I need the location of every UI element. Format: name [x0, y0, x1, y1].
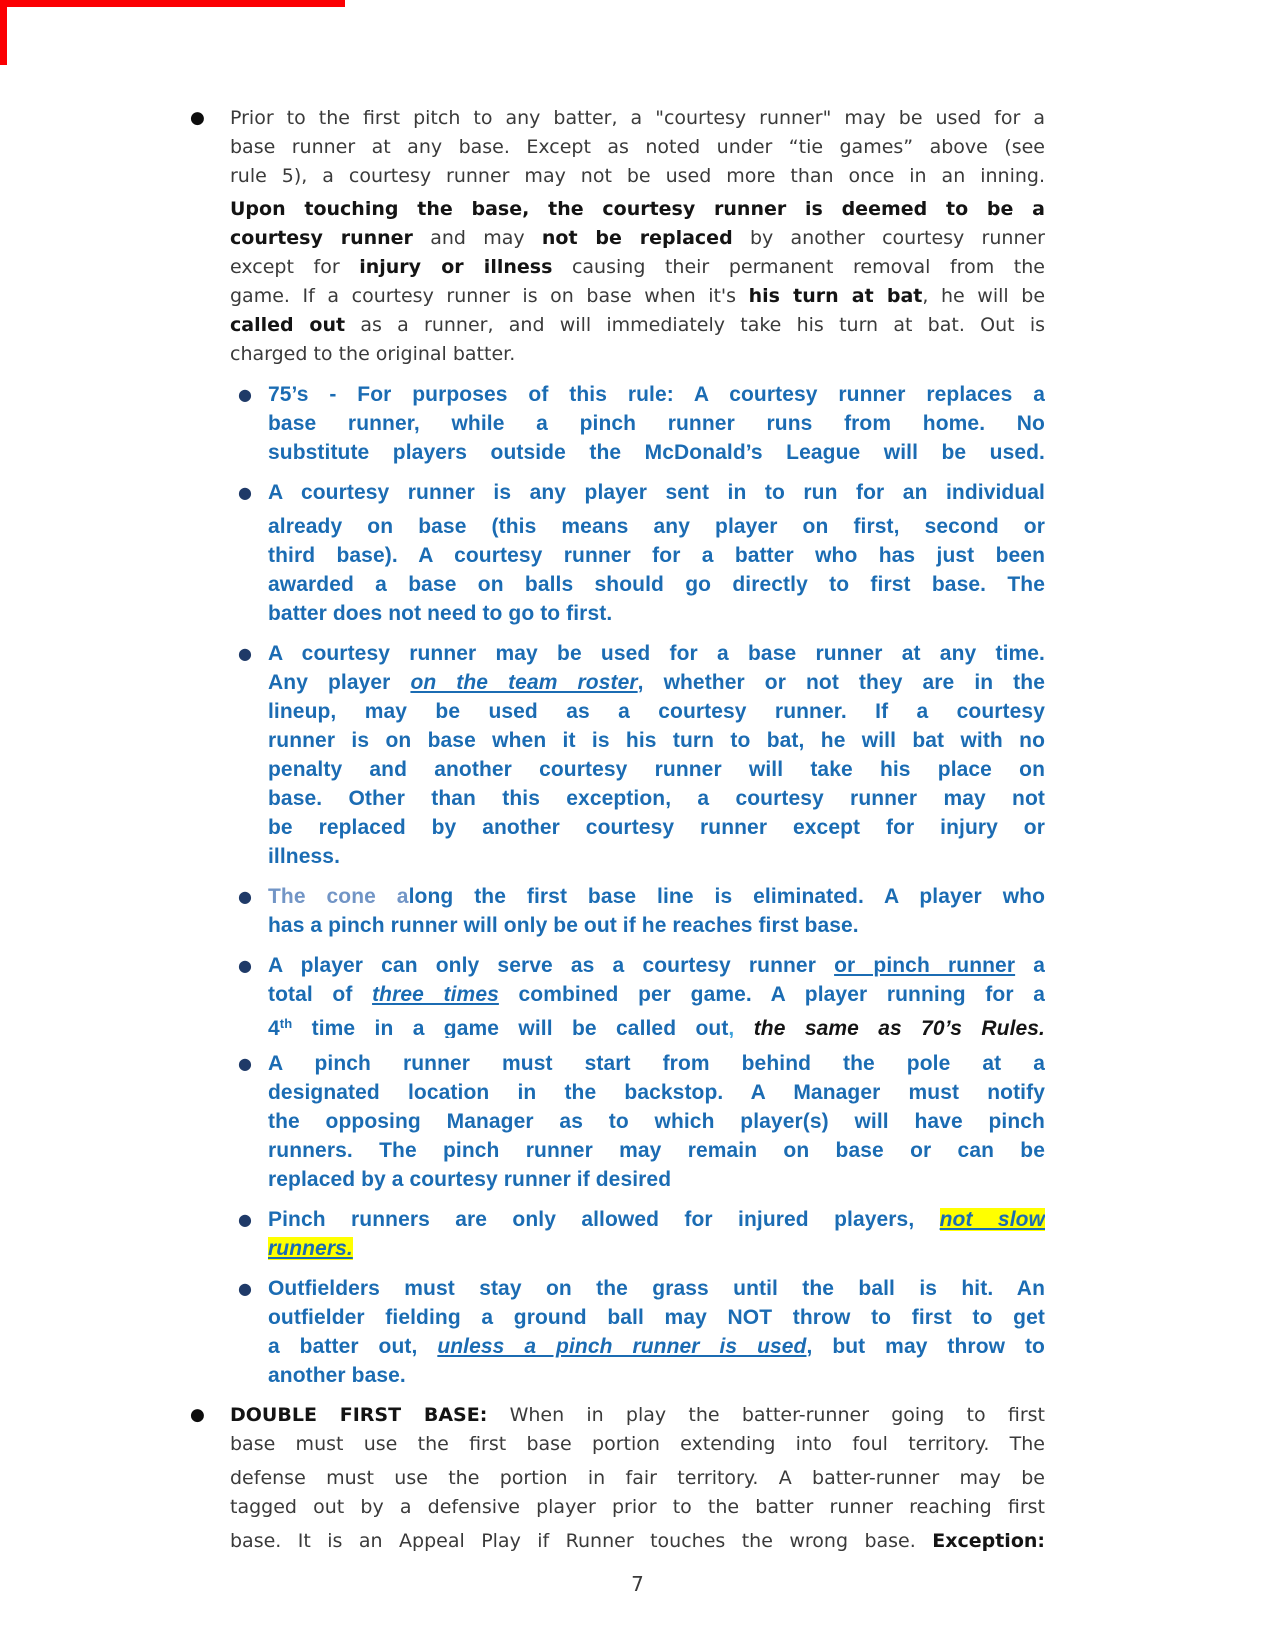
bullet-item: [238, 478, 1045, 628]
text-line: [230, 162, 1045, 191]
text-line: [268, 1303, 1045, 1332]
text-line: [230, 253, 1045, 282]
text-line: [268, 911, 1045, 940]
text-run: base runner, while a pinch runner runs from home. No: [268, 412, 1045, 435]
text-run: another base.: [268, 1364, 406, 1387]
text-line: [268, 1107, 1045, 1136]
text-line: [230, 104, 1045, 133]
bullet-dot-icon: ●: [238, 483, 252, 502]
bullet-item: [190, 104, 1045, 369]
text-run: When in play the batter-runner going to first: [487, 1404, 1045, 1426]
text-line: [268, 1205, 1045, 1234]
text-run: a batter out,: [268, 1335, 438, 1358]
text-run: , he will be: [922, 285, 1045, 307]
text-run: or pinch runner: [834, 954, 1016, 977]
text-run: by another courtesy runner: [732, 227, 1045, 249]
text-run: 75’s - For purposes of this rule: A courtesy runner replaces a: [268, 383, 1045, 406]
text-run: designated location in the backstop. A Manager must notify: [268, 1081, 1045, 1104]
text-run: Prior to the first pitch to any batter, a "courtesy runner" may be used for a: [230, 107, 1045, 129]
bullet-item: [238, 1205, 1045, 1263]
text-run: courtesy runner: [230, 227, 413, 249]
text-run: A player can only serve as a courtesy runner: [268, 954, 835, 977]
text-line: [230, 133, 1045, 162]
text-run: not be replaced: [541, 227, 733, 249]
bullet-item: [238, 1274, 1045, 1390]
bullet-item: [238, 882, 1045, 940]
text-run: runner is on base when it is his turn to bat, he will bat with no: [268, 729, 1045, 752]
text-run: base runner at any base. Except as noted under “tie games” above (see: [230, 136, 1045, 158]
bullet-dot-icon: ●: [238, 887, 252, 906]
text-run: causing their permanent removal from the: [552, 256, 1045, 278]
text-line: [230, 224, 1045, 253]
text-line: [268, 512, 1045, 541]
text-line: [230, 282, 1045, 311]
text-run: replaced by a courtesy runner if desired: [268, 1168, 672, 1191]
text-line: [268, 599, 1045, 628]
text-line: [268, 541, 1045, 570]
text-run: illness.: [268, 845, 341, 868]
text-run: on the team roster: [410, 671, 638, 694]
text-run: called out: [230, 314, 346, 336]
text-line: [268, 1274, 1045, 1303]
text-run: runners.: [268, 1237, 353, 1260]
text-run: third base). A courtesy runner for a batter who has just been: [268, 544, 1045, 567]
text-run: The cone a: [268, 885, 409, 908]
text-line: [268, 980, 1045, 1009]
text-line: [230, 1464, 1045, 1493]
text-line: [268, 1009, 1045, 1038]
text-run: substitute players outside the McDonald’s League will be used.: [268, 441, 1045, 464]
text-run: the same as 70’s Rules.: [734, 1017, 1045, 1038]
text-line: [268, 1049, 1045, 1078]
text-run: Pinch runners are only allowed for injured players,: [268, 1208, 940, 1231]
text-run: runners. The pinch runner may remain on base or can be: [268, 1139, 1045, 1162]
text-run: game. If a courtesy runner is on base when it's: [230, 285, 749, 307]
text-run: DOUBLE FIRST BASE:: [230, 1404, 488, 1426]
text-run: tagged out by a defensive player prior to the batter runner reaching first: [230, 1496, 1045, 1518]
text-run: his turn at bat: [748, 285, 923, 307]
text-line: [268, 726, 1045, 755]
text-line: [230, 1401, 1045, 1430]
text-line: [268, 1078, 1045, 1107]
text-run: has a pinch runner will only be out if he reaches first base.: [268, 914, 859, 937]
text-run: base. It is an Appeal Play if Runner touches the wrong base.: [230, 1530, 933, 1552]
bullet-item: [238, 380, 1045, 467]
text-run: awarded a base on balls should go directly to first base. The: [268, 573, 1045, 596]
text-run: ,: [728, 1017, 735, 1038]
text-line: [268, 1165, 1045, 1194]
text-run: combined per game. A player running for a: [498, 983, 1045, 1006]
document-body: [0, 104, 1275, 1596]
text-line: [230, 1527, 1045, 1556]
bullet-dot-icon: ●: [238, 644, 252, 663]
red-edge-mark-vertical: [0, 0, 7, 65]
bullet-dot-icon: ●: [190, 1405, 205, 1425]
text-line: [268, 842, 1045, 871]
text-run: not slow: [939, 1208, 1045, 1231]
text-run: injury or illness: [359, 256, 553, 278]
text-line: [268, 951, 1045, 980]
text-run: rule 5), a courtesy runner may not be used more than once in an inning.: [230, 165, 1045, 187]
text-run: defense must use the portion in fair territory. A batter-runner may be: [230, 1467, 1045, 1489]
text-line: [268, 755, 1045, 784]
bullet-item: [238, 1049, 1045, 1194]
text-run: A courtesy runner is any player sent in to run for an individual: [268, 481, 1045, 504]
text-run: Outfielders must stay on the grass until the ball is hit. An: [268, 1277, 1045, 1300]
text-run: unless a pinch runner is used: [437, 1335, 807, 1358]
text-run: A courtesy runner may be used for a base runner at any time.: [268, 642, 1045, 665]
text-line: [268, 570, 1045, 599]
text-run: th: [279, 1016, 293, 1031]
text-run: A pinch runner must start from behind the pole at a: [268, 1052, 1045, 1075]
text-run: Exception:: [932, 1530, 1045, 1552]
text-run: be replaced by another courtesy runner except for injury or: [268, 816, 1045, 839]
text-run: and may: [412, 227, 542, 249]
bullet-dot-icon: ●: [238, 385, 252, 404]
text-line: [268, 1136, 1045, 1165]
text-line: [268, 409, 1045, 438]
text-line: [268, 438, 1045, 467]
text-run: charged to the original batter.: [230, 343, 516, 365]
text-line: [268, 882, 1045, 911]
text-run: base. Other than this exception, a courtesy runner may not: [268, 787, 1045, 810]
text-run: base must use the first base portion extending into foul territory. The: [230, 1433, 1045, 1455]
bullet-dot-icon: ●: [238, 1210, 252, 1229]
text-line: [230, 195, 1045, 224]
text-line: [268, 478, 1045, 507]
text-run: outfielder fielding a ground ball may NOT throw to first to get: [268, 1306, 1045, 1329]
text-line: [268, 639, 1045, 668]
text-line: [268, 1361, 1045, 1390]
bullet-item: [238, 639, 1045, 871]
bullet-dot-icon: ●: [190, 108, 205, 128]
text-run: time in a game will be called out: [292, 1017, 729, 1038]
bullet-item: [190, 1401, 1045, 1556]
text-line: [268, 813, 1045, 842]
text-run: batter does not need to go to first.: [268, 602, 613, 625]
text-line: [230, 311, 1045, 340]
text-line: [268, 380, 1045, 409]
text-run: lineup, may be used as a courtesy runner. If a courtesy: [268, 700, 1045, 723]
text-line: [268, 784, 1045, 813]
text-run: except for: [230, 256, 360, 278]
text-line: [230, 1430, 1045, 1459]
text-run: 4: [268, 1017, 280, 1038]
text-run: penalty and another courtesy runner will take his place on: [268, 758, 1045, 781]
bullet-dot-icon: ●: [238, 956, 252, 975]
text-run: Any player: [268, 671, 411, 694]
text-run: as a runner, and will immediately take his turn at bat. Out is: [345, 314, 1045, 336]
text-line: [230, 340, 1045, 369]
text-line: [268, 697, 1045, 726]
text-run: already on base (this means any player on first, second or: [268, 515, 1045, 538]
page-number: 7: [631, 1572, 644, 1596]
text-run: Upon touching the base, the courtesy runner is deemed to be a: [230, 198, 1045, 220]
text-line: [230, 1493, 1045, 1522]
text-run: the opposing Manager as to which player(s) will have pinch: [268, 1110, 1045, 1133]
text-line: [268, 1234, 1045, 1263]
bullet-dot-icon: ●: [238, 1279, 252, 1298]
text-run: long the first base line is eliminated. A player who: [408, 885, 1045, 908]
bullet-item: [238, 951, 1045, 1038]
text-run: , whether or not they are in the: [637, 671, 1045, 694]
text-run: total of: [268, 983, 373, 1006]
text-run: three times: [372, 983, 499, 1006]
red-edge-mark-horizontal: [0, 0, 345, 7]
text-run: a: [1015, 954, 1045, 977]
text-run: , but may throw to: [806, 1335, 1045, 1358]
text-line: [268, 1332, 1045, 1361]
bullet-dot-icon: ●: [238, 1054, 252, 1073]
text-line: [268, 668, 1045, 697]
